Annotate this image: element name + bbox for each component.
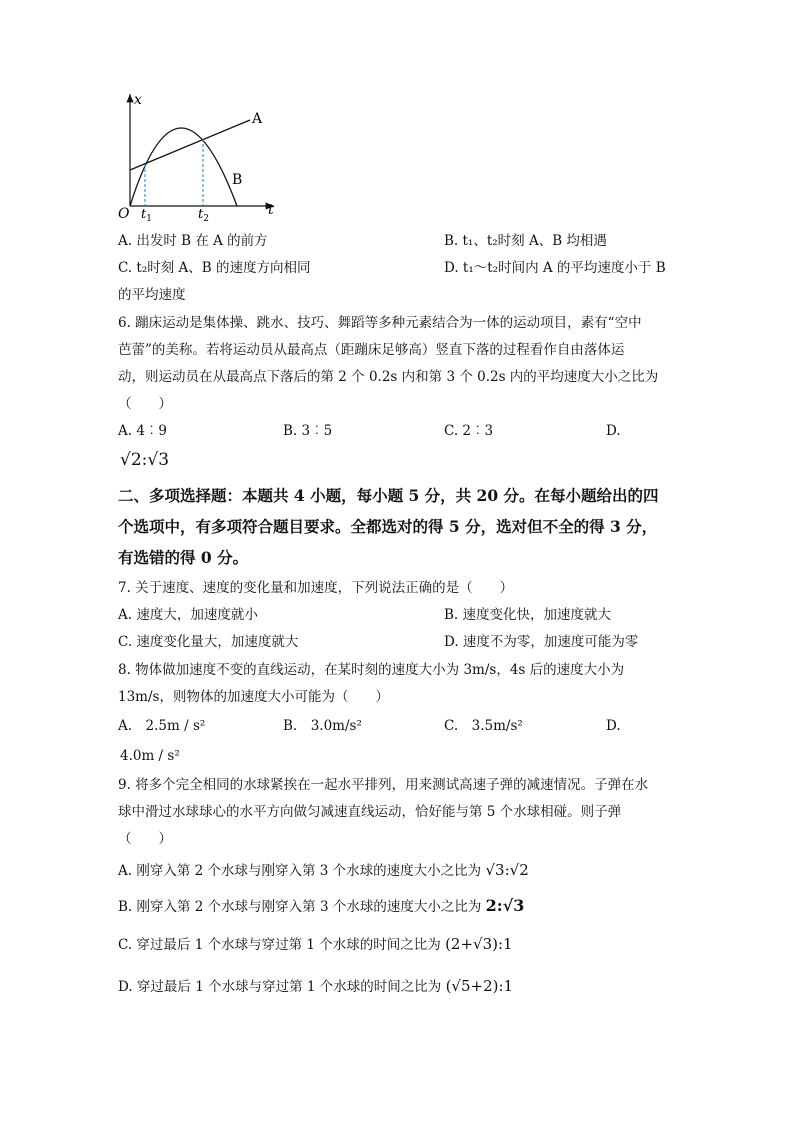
q9-option-b xyxy=(118,896,524,917)
q8-option-a: A. 2.5m / s² xyxy=(118,718,206,734)
q5-option-d: D. t₁～t₂时间内 A 的平均速度小于 B xyxy=(444,260,666,276)
q5-option-c: C. t₂时刻 A、B 的速度方向相同 xyxy=(118,260,311,276)
q9-option-a-ratio: √3:√2 xyxy=(485,861,529,879)
tick-t2: $t_2$ xyxy=(198,207,209,224)
q6-option-c: C. 2︰3 xyxy=(444,423,494,439)
q7-option-b: B. 速度变化快，加速度就大 xyxy=(444,607,612,623)
q9-option-c-text: C. 穿过最后 1 个水球与穿过第 1 个水球的时间之比为 xyxy=(118,937,441,953)
curve-b xyxy=(130,128,237,206)
q9-option-c xyxy=(118,934,513,955)
q9-option-d-text: D. 穿过最后 1 个水球与穿过第 1 个水球的时间之比为 xyxy=(118,979,442,995)
q7-option-d: D. 速度不为零，加速度可能为零 xyxy=(444,634,639,650)
q8-line-1: 8. 物体做加速度不变的直线运动，在某时刻的速度大小为 3m/s，4s 后的速度大小为 xyxy=(118,662,625,678)
q9-option-b-text: B. 刚穿入第 2 个水球与刚穿入第 3 个水球的速度大小之比为 xyxy=(118,899,482,915)
section2-line-2: 个选项中，有多项符合题目要求。全都选对的得 5 分，选对但不全的得 3 分， xyxy=(118,517,658,536)
q7-option-c: C. 速度变化量大，加速度就大 xyxy=(118,634,299,650)
q6-line-2: 芭蕾”的美称。若将运动员从最高点（距蹦床足够高）竖直下落的过程看作自由落体运 xyxy=(118,342,625,358)
origin-label: O xyxy=(118,206,130,222)
q6-paren: （ ） xyxy=(118,396,172,412)
q9-option-a xyxy=(118,860,529,881)
q6-option-b: B. 3︰5 xyxy=(283,423,333,439)
q8-option-c: C. 3.5m/s² xyxy=(444,718,523,734)
q9-option-a-text: A. 刚穿入第 2 个水球与刚穿入第 3 个水球的速度大小之比为 xyxy=(118,863,482,879)
q6-option-d-value: √2:√3 xyxy=(120,450,170,470)
line-a-label: A xyxy=(252,111,263,127)
q6-option-a: A. 4︰9 xyxy=(118,423,168,439)
q9-option-d-ratio: (√5+2):1 xyxy=(445,977,514,995)
q5-option-d-cont: 的平均速度 xyxy=(118,287,186,303)
q5-option-b: B. t₁、t₂时刻 A、B 均相遇 xyxy=(444,233,607,249)
section2-line-3: 有选错的得 0 分。 xyxy=(118,548,249,567)
x-t-graph-svg xyxy=(110,88,290,228)
q8-option-d: D. xyxy=(606,718,621,734)
y-axis-label: x xyxy=(134,92,142,108)
q8-option-b: B. 3.0m/s² xyxy=(283,718,362,734)
q9-option-b-ratio: 2:√3 xyxy=(485,896,525,915)
q5-option-a: A. 出发时 B 在 A 的前方 xyxy=(118,233,268,249)
section2-line-1: 二、多项选择题：本题共 4 小题，每小题 5 分，共 20 分。在每小题给出的四 xyxy=(118,486,659,505)
x-axis-label: t xyxy=(268,202,274,218)
q6-option-d: D. xyxy=(606,423,621,439)
q6-line-1: 6. 蹦床运动是集体操、跳水、技巧、舞蹈等多种元素结合为一体的运动项目，素有“空中 xyxy=(118,315,642,331)
motion-graph xyxy=(110,88,290,228)
q9-option-c-ratio: (2+√3):1 xyxy=(445,935,513,953)
q9-paren: （ ） xyxy=(118,831,172,847)
tick-t1: $t_1$ xyxy=(141,207,152,224)
q9-line-2: 球中滑过水球球心的水平方向做匀减速直线运动，恰好能与第 5 个水球相碰。则子弹 xyxy=(118,804,622,820)
q8-line-2: 13m/s，则物体的加速度大小可能为（ ） xyxy=(118,689,389,705)
q7-option-a: A. 速度大，加速度就小 xyxy=(118,607,258,623)
curve-b-label: B xyxy=(232,172,243,188)
q7-stem: 7. 关于速度、速度的变化量和加速度，下列说法正确的是（ ） xyxy=(118,580,514,596)
line-a xyxy=(130,120,250,170)
q6-line-3: 动，则运动员在从最高点下落后的第 2 个 0.2s 内和第 3 个 0.2s 内的平均速度大小之比为 xyxy=(118,369,659,385)
q9-line-1: 9. 将多个完全相同的水球紧挨在一起水平排列，用来测试高速子弹的减速情况。子弹在水 xyxy=(118,777,649,793)
q9-option-d xyxy=(118,976,513,997)
q8-option-d-value: 4.0m / s² xyxy=(120,748,180,764)
